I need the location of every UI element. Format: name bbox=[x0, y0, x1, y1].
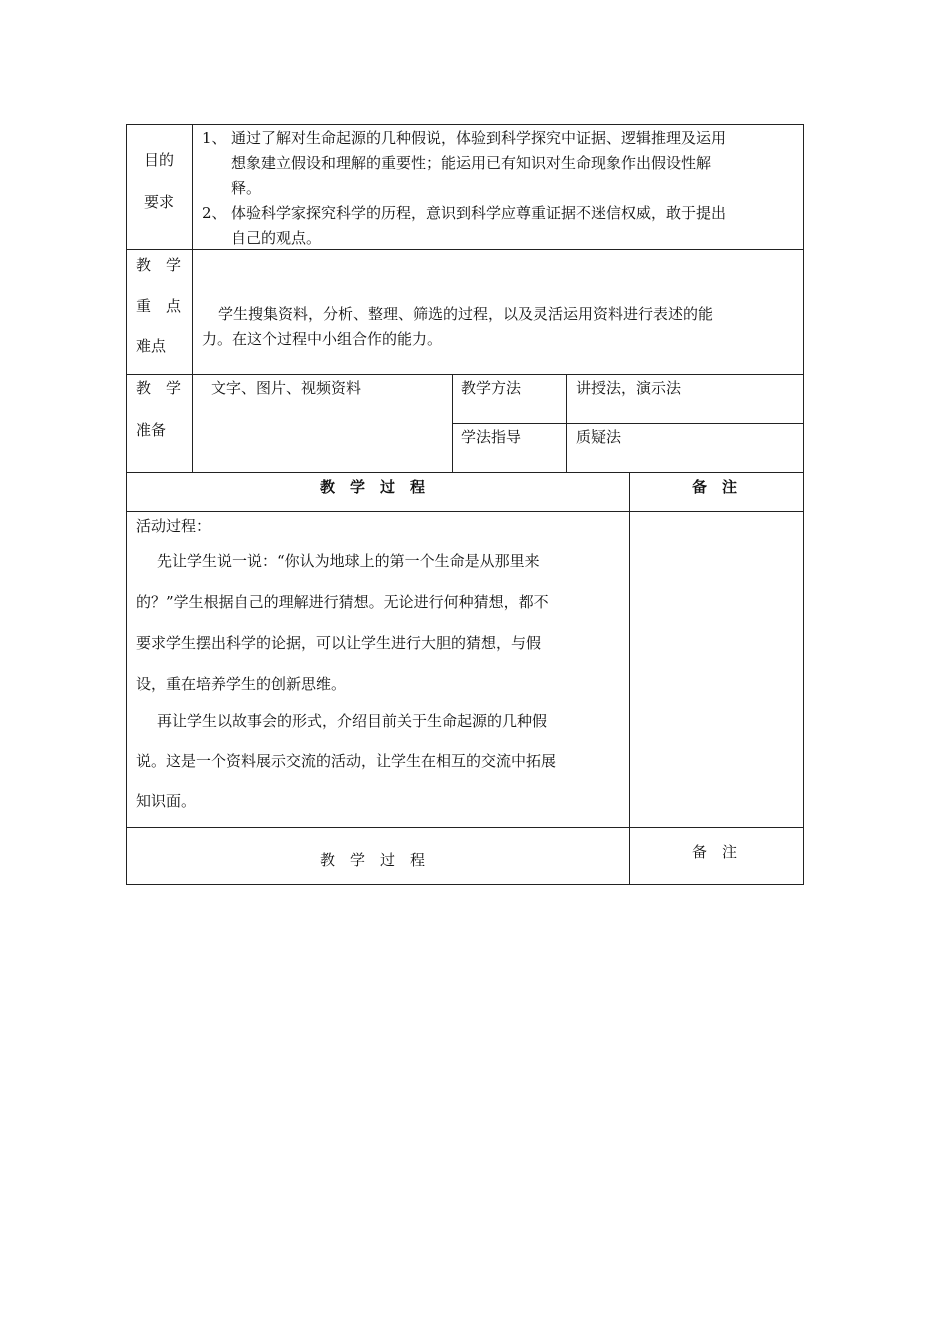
focus-text: 学生搜集资料，分析、整理、筛选的过程，以及灵活运用资料进行表述的能 bbox=[218, 305, 714, 323]
row-divider bbox=[126, 374, 804, 375]
activity-text: 再让学生以故事会的形式，介绍目前关于生命起源的几种假 bbox=[157, 712, 548, 730]
focus-label: 重 点 bbox=[136, 297, 182, 315]
process-header-notes: 备 注 bbox=[692, 478, 738, 496]
activity-text: 说。这是一个资料展示交流的活动，让学生在相互的交流中拓展 bbox=[136, 752, 557, 770]
activity-text: 知识面。 bbox=[136, 792, 197, 810]
notes-column-divider bbox=[629, 472, 630, 885]
goal-item-text: 自己的观点。 bbox=[231, 229, 322, 247]
guide-value: 质疑法 bbox=[576, 428, 622, 446]
activity-text: 先让学生说一说：“你认为地球上的第一个生命是从那里来 bbox=[157, 552, 540, 570]
activity-text: 要求学生摆出科学的论据，可以让学生进行大胆的猜想，与假 bbox=[136, 634, 542, 652]
row-divider bbox=[126, 511, 804, 512]
goals-label: 目的 bbox=[144, 151, 175, 169]
prep-label: 教 学 bbox=[136, 379, 182, 397]
focus-label: 教 学 bbox=[136, 256, 182, 274]
label-column-divider bbox=[192, 124, 193, 473]
goals-label: 要求 bbox=[144, 193, 175, 211]
row-divider bbox=[126, 472, 804, 473]
footer-process-title: 教 学 过 程 bbox=[320, 851, 426, 869]
method-label: 教学方法 bbox=[461, 379, 522, 397]
activity-heading: 活动过程： bbox=[136, 517, 212, 535]
column-divider bbox=[452, 374, 453, 473]
prep-materials: 文字、图片、视频资料 bbox=[211, 379, 362, 397]
activity-text: 的？”学生根据自己的理解进行猜想。无论进行何种猜想，都不 bbox=[136, 593, 549, 611]
goal-item-number: 2、 bbox=[202, 204, 227, 222]
goal-item-text: 释。 bbox=[231, 179, 262, 197]
goal-item-number: 1、 bbox=[202, 129, 227, 147]
focus-label: 难点 bbox=[136, 337, 167, 355]
process-header-title: 教 学 过 程 bbox=[320, 478, 426, 496]
goal-item-text: 想象建立假设和理解的重要性；能运用已有知识对生命现象作出假设性解 bbox=[231, 154, 712, 172]
activity-text: 设，重在培养学生的创新思维。 bbox=[136, 675, 347, 693]
method-value: 讲授法，演示法 bbox=[576, 379, 682, 397]
row-divider bbox=[126, 827, 804, 828]
focus-text: 力。在这个过程中小组合作的能力。 bbox=[202, 330, 443, 348]
column-divider bbox=[566, 374, 567, 473]
row-divider bbox=[126, 249, 804, 250]
prep-label: 准备 bbox=[136, 421, 167, 439]
goal-item-text: 通过了解对生命起源的几种假说，体验到科学探究中证据、逻辑推理及运用 bbox=[231, 129, 727, 147]
footer-notes: 备 注 bbox=[692, 843, 738, 861]
goal-item-text: 体验科学家探究科学的历程，意识到科学应尊重证据不迷信权威，敢于提出 bbox=[231, 204, 727, 222]
row-divider bbox=[452, 423, 804, 424]
guide-label: 学法指导 bbox=[461, 428, 522, 446]
